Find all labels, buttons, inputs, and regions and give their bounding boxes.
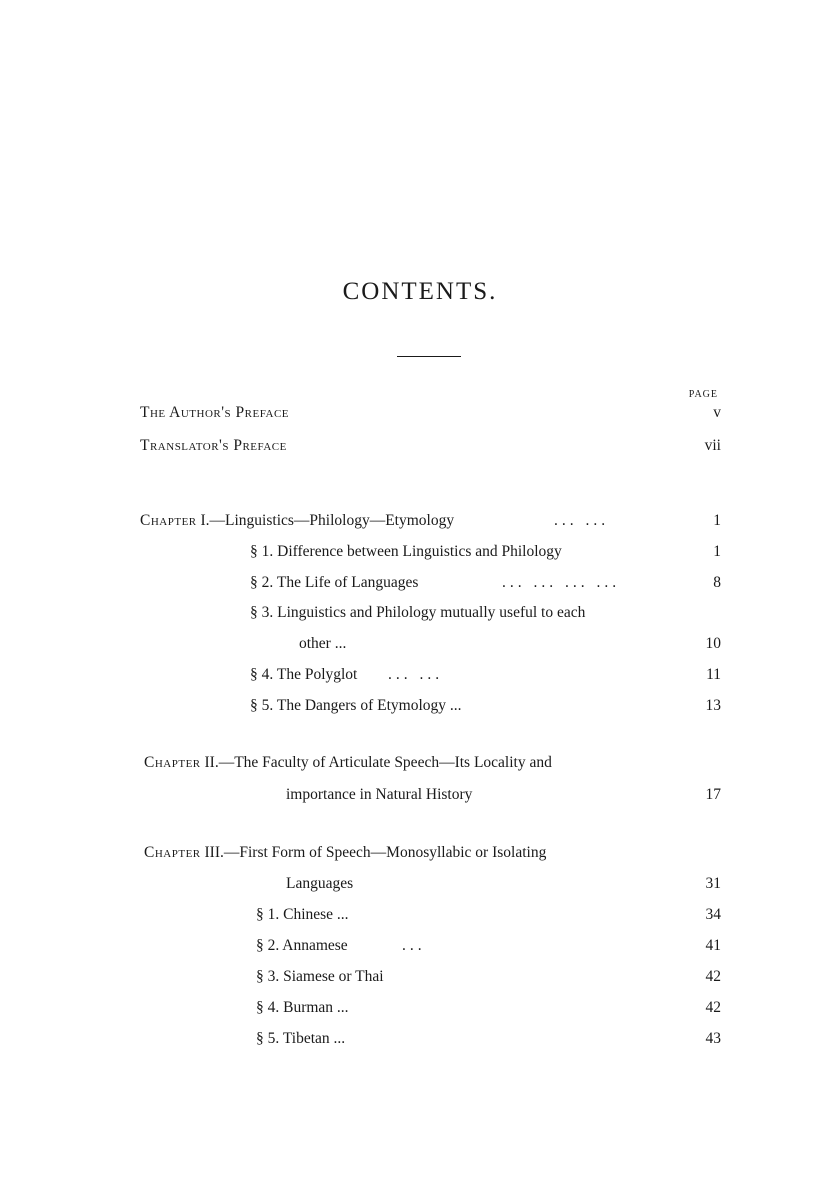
- author-preface-label: The Author's Preface: [140, 404, 289, 421]
- ch1-section-5: § 5. The Dangers of Etymology ...: [250, 697, 462, 714]
- ch1-section-4-page: 11: [706, 666, 721, 683]
- ch3-section-2-leader: ...: [402, 937, 426, 954]
- ch1-section-5-page: 13: [705, 697, 721, 714]
- ch1-section-2-leader: ... ... ... ...: [502, 574, 621, 591]
- ch1-section-1: § 1. Difference between Linguistics and Philology: [250, 543, 562, 560]
- ch1-section-2: § 2. The Life of Languages: [250, 574, 419, 591]
- chapter-1-leader: ... ...: [554, 512, 610, 529]
- ch3-section-5: § 5. Tibetan ...: [256, 1030, 346, 1047]
- ch3-section-3-page: 42: [705, 968, 721, 985]
- chapter-2-label: Chapter: [144, 754, 201, 771]
- ch1-section-1-page: 1: [713, 543, 721, 560]
- chapter-3-label: Chapter: [144, 844, 201, 861]
- ch3-section-3: § 3. Siamese or Thai: [256, 968, 384, 985]
- chapter-2-page: 17: [705, 786, 721, 803]
- ch3-section-4: § 4. Burman ...: [256, 999, 349, 1016]
- ch3-section-2: § 2. Annamese: [256, 937, 348, 954]
- ch3-section-2-page: 41: [705, 937, 721, 954]
- chapter-1-label: Chapter: [140, 512, 197, 529]
- chapter-1-title: I.—Linguistics—Philology—Etymology: [200, 512, 455, 529]
- ch3-section-4-page: 42: [705, 999, 721, 1016]
- chapter-2-heading: [144, 753, 552, 773]
- page-column-header: PAGE: [688, 389, 718, 400]
- ch3-section-5-page: 43: [705, 1030, 721, 1047]
- page-title: CONTENTS.: [342, 278, 498, 305]
- chapter-2-continuation: importance in Natural History: [286, 786, 473, 803]
- ch1-section-3-continuation: other ...: [299, 635, 347, 652]
- translator-preface-label: Translator's Preface: [140, 437, 287, 454]
- ch1-section-2-page: 8: [713, 574, 721, 591]
- ch1-section-4-leader: ... ...: [388, 666, 444, 683]
- chapter-3-title: III.—First Form of Speech—Monosyllabic or Isolating: [204, 844, 547, 861]
- chapter-3-heading: [144, 843, 546, 863]
- translator-preface-page: vii: [704, 437, 721, 454]
- chapter-3-continuation: Languages: [286, 875, 354, 892]
- chapter-3-page: 31: [705, 875, 721, 892]
- chapter-1-page: 1: [713, 512, 721, 529]
- ch3-section-1: § 1. Chinese ...: [256, 906, 349, 923]
- ch1-section-4: § 4. The Polyglot: [250, 666, 358, 683]
- chapter-1-heading: [140, 511, 454, 531]
- ch3-section-1-page: 34: [705, 906, 721, 923]
- ch1-section-3: § 3. Linguistics and Philology mutually useful to each: [250, 604, 586, 621]
- chapter-2-title: II.—The Faculty of Articulate Speech—Its Locality and: [204, 754, 552, 771]
- ch1-section-3-page: 10: [705, 635, 721, 652]
- title-rule: [397, 356, 461, 357]
- author-preface-page: v: [713, 404, 721, 421]
